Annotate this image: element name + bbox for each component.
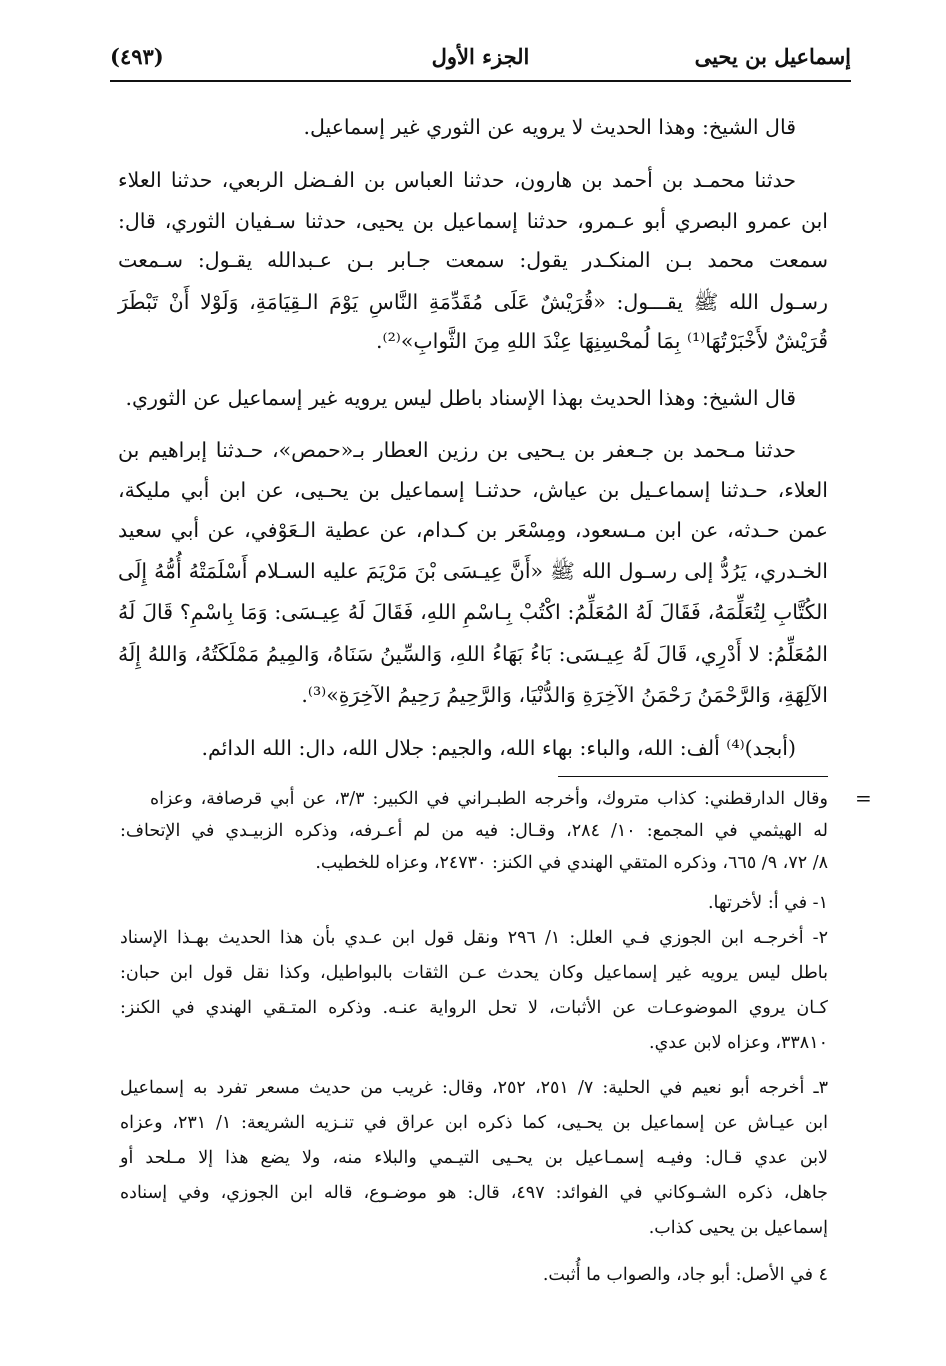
footnote-1: ١- في أ: لأخرتها. (707, 893, 828, 913)
footnote-line: لابن عدي قـال: وفيـه إسمـاعيل بن يحـيى التيـمي والبلاء منه، ولا يضع هذا إلا مـلحد أو (120, 1148, 828, 1168)
body-line: حدثنا محمـد بن أحمد بن هارون، حدثنا العباس بن الفـضل الربعي، حدثنا العلاء (118, 168, 796, 192)
footnote-rule (558, 776, 828, 777)
footnote-line: ٣ـ أخرجه أبو نعيم في الحلية: ٧/ ٢٥١، ٢٥٢، وقال: غريب من حديث مسعر تفرد به إسماعيل (120, 1078, 828, 1098)
footnote-line: كـان يروي الموضوعـات عن الأثبات، لا تحل الرواية عنـه. وذكره المتـقي الهندي في الكنز: (120, 998, 828, 1018)
footnote-line: ٣٣٨١٠، وعزاه لابن عدي. (649, 1033, 828, 1053)
footnote-line: ٢- أخرجـه ابن الجوزي فـي العلل: ١/ ٢٩٦ ونقل قول ابن عـدي بأن هذا الحديث بهـذا الإسناد (120, 928, 828, 948)
body-line: الخـدري، يَرُدُّ إلى رسـول الله ﷺ «أَنَّ عِيـسَى بْنَ مَرْيَمَ عليه السـلام أَسْلَمَتْهُ أُمُّهُ إِلَى (118, 559, 828, 583)
footnote-line: له الهيثمي في المجمع: ١٠/ ٢٨٤، وقـال: فيه من لم أعـرفه، وذكره الزبيـدي في الإتحاف: (120, 821, 828, 841)
body-line: الكُتَّابِ لِتُعَلِّمَهُ، فَقَالَ لَهُ المُعَلِّمُ: اكْتُبْ بِـاسْمِ اللهِ، فَقَالَ لَهُ عِيـسَى: وَمَا بِاسْمِ؟ قَالَ لَهُ (118, 600, 828, 624)
footnote-line: جاهل، ذكره الشـوكاني في الفوائد: ٤٩٧، قال: هو موضـوع، قاله ابن الجوزي، وفي إسناده (120, 1183, 828, 1203)
body-paragraph-5: (أبجد)⁽⁴⁾ ألف: الله، والباء: بهاء الله، والجيم: جلال الله، دال: الله الدائم. (201, 736, 796, 760)
body-paragraph-3: قال الشيخ: وهذا الحديث بهذا الإسناد باطل ليس يرويه غير إسماعيل عن الثوري. (125, 386, 796, 410)
body-line: قُرَيْشٌ لأَخْبَرْتُهَا⁽¹⁾ بِمَا لُمحْسِنِهَا عِنْدَ اللهِ مِنَ الثَّوابِ»⁽²⁾. (376, 329, 828, 353)
body-line: المُعَلِّمُ: لا أَدْرِي، قَالَ لَهُ عِيـسَى: بَاءُ بَهَاءُ اللهِ، وَالسِّينُ سَنَاهُ، وَالمِيمُ مَمْلَكَتُهُ، وَاللهُ إِلَهُ (118, 642, 828, 666)
footnote-line: إسماعيل بن يحيى كذاب. (648, 1218, 828, 1238)
page-header (110, 38, 851, 78)
body-line: ابن عمرو البصري أبو عـمرو، حدثنا إسماعيل بن يحيى، حدثنا سـفيان الثوري، قال: (118, 209, 828, 233)
body-line: العلاء، حـدثنا إسماعـيل بن عياش، حدثنـا إسماعيل بن يحـيى، عن ابن أبي مليكة، (118, 478, 828, 502)
volume-title: الجزء الأول (431, 44, 530, 69)
footnote-line: ابن عيـاش عن إسماعيل بن يحـيى، كما ذكره ابن عراق في تنـزيه الشريعة: ١/ ٢٣١، وعزاه (120, 1113, 828, 1133)
footnote-4: ٤ في الأصل: أبو جاد، والصواب ما أُثبت. (542, 1265, 828, 1285)
footnote-line: ٨/ ٧٢، ٩/ ٦٦٥، وذكره المتقي الهندي في الكنز: ٢٤٧٣٠، وعزاه للخطيب. (315, 853, 828, 873)
body-line: حدثنا مـحمد بن جـعفر بن يـحيى بن رزين العطار بـ«حمص»، حـدثنا إبراهيم بن (118, 438, 796, 462)
body-line: سمعت محمد بـن المنكـدر يقول: سمعت جـابر بـن عـبدالله يقـول: سـمعت (118, 248, 828, 272)
body-line: رسـول الله ﷺ يقـــول: «قُرَيْشٌ عَلَى مُقَدِّمَةِ النَّاسِ يَوْمَ الـقِيَامَةِ، وَلَوْلا أَنْ تَبْطَرَ (118, 290, 828, 314)
header-rule (110, 80, 851, 82)
page-number: (٤٩٣) (110, 44, 164, 69)
body-line: الآلِهَةِ، وَالرَّحْمَنُ رَحْمَنُ الآخِرَةِ وَالدُّنْيَا، وَالرَّحِيمُ رَحِيمُ الآخِرَةِ»⁽³⁾. (301, 683, 828, 707)
body-paragraph-1: قال الشيخ: وهذا الحديث لا يرويه عن الثوري غير إسماعيل. (303, 115, 796, 139)
running-title: إسماعيل بن يحيى (694, 44, 851, 69)
body-line: عمن حـدثه، عن ابن مـسعود، ومِسْعَر بن كـدام، عن عطية الـعَوْفي، عن أبي سعيد (118, 518, 828, 542)
footnote-line: وقال الدارقطني: كذاب متروك، وأخرجه الطبـراني في الكبير: ٣/٣، عن أبي قرصافة، وعزاه (150, 789, 828, 809)
continuation-mark: = (855, 786, 872, 810)
footnote-line: باطل ليس يرويه غير إسماعيل وكان يحدث عـن الثقات بالبواطيل، وكذا نقل قول ابن حبان: (120, 963, 828, 983)
